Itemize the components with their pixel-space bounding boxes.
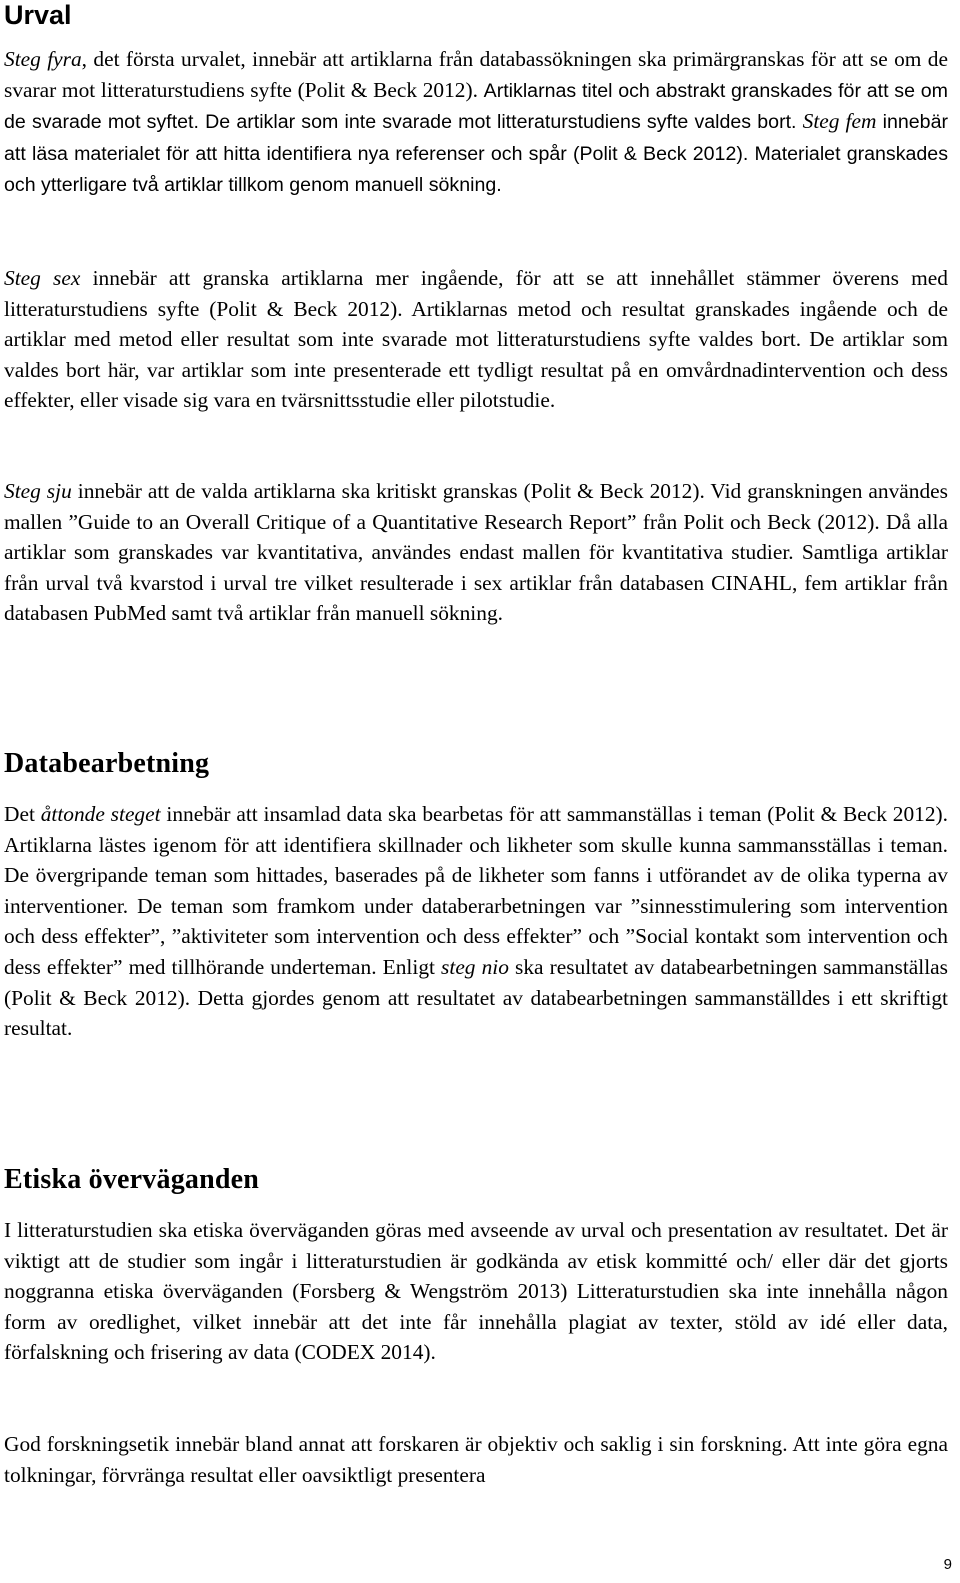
step-term: Steg fem — [802, 109, 877, 134]
step-term: Steg fyra — [4, 47, 82, 71]
paragraph-databearbetning: Det åttonde steget innebär att insamlad data ska bearbetas för att sammanställas i teman (Polit & Beck 2012). Artiklarna lästes igenom för att identifiera skillnader och likheter som skulle kunna sammansställas i teman. De övergripande teman som hittades, baserades på de likheter som fanns i utförandet av de olika typerna av interventioner. De teman som framkom under databerarbetningen var ”sinnesstimulering som intervention och dess effekter”, ”aktiviteter som intervention och dess effekter” och ”Social kontakt som intervention och dess effekter” med tillhörande underteman. Enligt steg nio ska resultatet av databearbetningen sammanställas (Polit & Beck 2012). Detta gjordes genom att resultatet av databearbetningen sammanställdes i ett skriftigt resultat. — [4, 802, 949, 1041]
section-heading-etiska-overvaganden: Etiska överväganden — [4, 1164, 260, 1195]
section-heading-urval: Urval — [4, 0, 72, 30]
step-term: åttonde steget — [40, 802, 161, 826]
paragraph-steg-fyra-fem: Steg fyra, det första urvalet, innebär att artiklarna från databassökningen ska primärgranskas för att se om de svarar mot litteraturstudiens syfte (Polit & Beck 2012). Artiklarnas titel och abstrakt granskades för att se om de svarade mot syftet. De artiklar som inte svarade mot litteraturstudiens syfte valdes bort. Steg fem innebär att läsa materialet för att hitta identifiera nya referenser och spår (Polit & Beck 2012). Materialet granskades och ytterligare två artiklar tillkom genom manuell sökning. — [4, 47, 948, 197]
page-number: 9 — [943, 1556, 952, 1573]
section-heading-databearbetning: Databearbetning — [4, 748, 210, 779]
step-term: Steg sju — [4, 479, 72, 503]
paragraph-steg-sju: Steg sju innebär att de valda artiklarna ska kritiskt granskas (Polit & Beck 2012). Vid granskningen användes mallen ”Guide to an Overall Critique of a Quantitative Research Report” från Polit och Beck (2012). Då alla artiklar som granskades var kvantitativa, användes endast mallen för kvantitativa studier. Samtliga artiklar från urval två kvarstod i urval tre vilket resulterade i sex artiklar från databasen CINAHL, fem artiklar från databasen PubMed samt två artiklar från manuell sökning. — [4, 479, 949, 626]
step-term: steg nio — [441, 954, 509, 979]
paragraph-steg-sex: Steg sex innebär att granska artiklarna mer ingående, för att se att innehållet stämmer överens med litteraturstudiens syfte (Polit & Beck 2012). Artiklarnas metod och resultat granskades ingående och de artiklar med metod eller resultat som inte svarade mot litteraturstudiens syfte valdes bort. De artiklar som valdes bort här, var artiklar som inte presenterade ett tydligt resultat på en omvårdnadintervention och dess effekter, eller visade sig vara en tvärsnittsstudie eller pilotstudie. — [4, 266, 948, 413]
paragraph-etiska-2: God forskningsetik innebär bland annat att forskaren är objektiv och saklig i sin forskning. Att inte göra egna tolkningar, förvränga resultat eller oavsiktligt presentera — [4, 1432, 948, 1487]
paragraph-etiska-1: I litteraturstudien ska etiska överväganden göras med avseende av urval och presentation av resultatet. Det är viktigt att de studier som ingår i litteraturstudien är godkända av etisk kommitté och/ eller där det gjorts noggranna etiska överväganden (Forsberg & Wengström 2013) Litteraturstudien ska inte innehålla någon form av oredlighet, vilket innebär att det inte får innehålla plagiat av texter, stöld av idé eller data, förfalskning och frisering av data (CODEX 2014). — [4, 1218, 948, 1365]
step-term: Steg sex — [4, 266, 81, 290]
